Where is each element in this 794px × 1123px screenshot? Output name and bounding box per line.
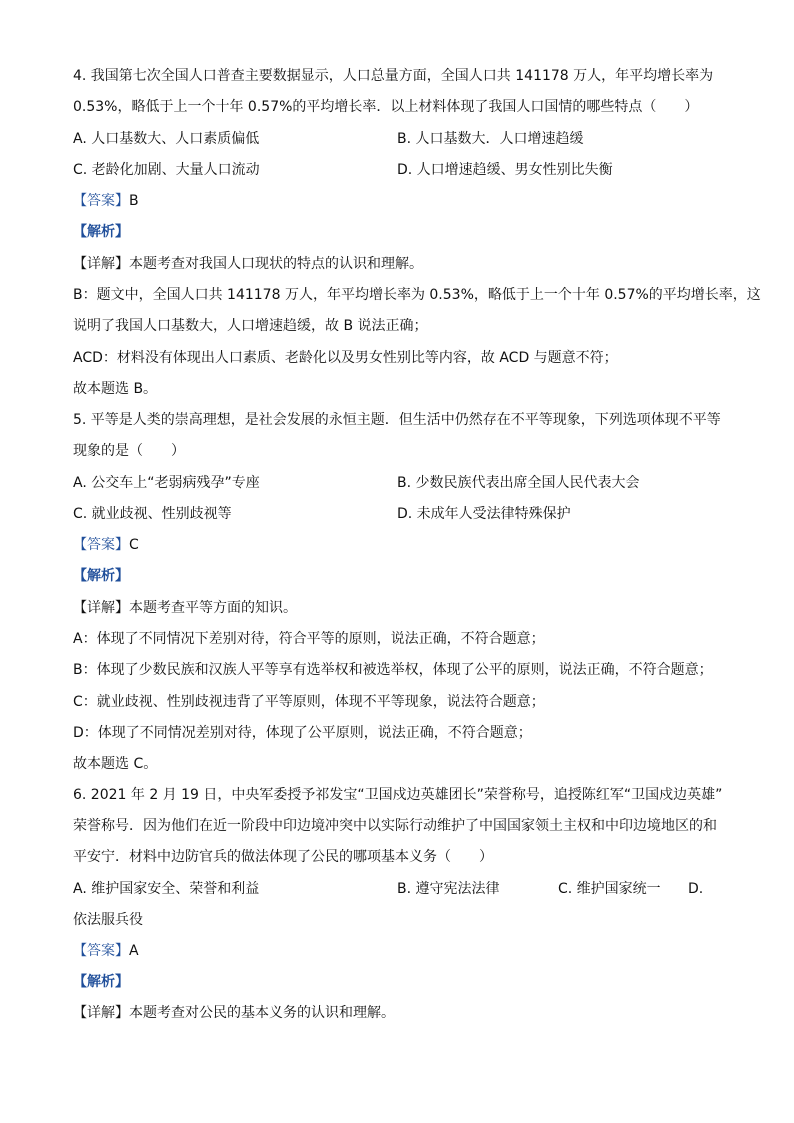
q6-option-d: D. (688, 881, 704, 897)
q5-stem-line2: 现象的是（ ） (73, 443, 185, 459)
q4-answer: B (129, 193, 139, 209)
q6-option-d-continued: 依法服兵役 (73, 912, 143, 928)
q6-stem-line3: 平安宁．材料中边防官兵的做法体现了公民的哪项基本义务（ ） (73, 849, 493, 865)
q5-option-a: A. 公交车上“老弱病残孕”专座 (73, 475, 260, 491)
q5-explanation-c: C：就业歧视、性别歧视违背了平等原则，体现不平等现象，说法符合题意； (73, 694, 545, 710)
q5-explanation-d: D：体现了不同情况差别对待，体现了公平原则，说法正确，不符合题意； (73, 725, 532, 741)
q6-option-b: B. 遵守宪法法律 (397, 881, 500, 897)
q5-option-c: C. 就业歧视、性别歧视等 (73, 506, 232, 522)
q5-option-d: D. 未成年人受法律特殊保护 (397, 506, 571, 522)
q5-explanation-b: B：体现了少数民族和汉族人平等享有选举权和被选举权，体现了公平的原则，说法正确，不符合题意； (73, 662, 713, 678)
q5-stem-line1: 5. 平等是人类的崇高理想，是社会发展的永恒主题．但生活中仍然存在不平等现象，下列选项体现不平等 (73, 412, 721, 428)
q5-answer: C (129, 537, 139, 553)
analysis-label: 【解析】 (73, 224, 129, 240)
q4-stem-line2: 0.53%，略低于上一个十年 0.57%的平均增长率．以上材料体现了我国人口国情的哪些特点（ ） (73, 99, 699, 115)
q4-option-d: D. 人口增速趋缓、男女性别比失衡 (397, 162, 613, 178)
q4-analysis-row (73, 223, 723, 241)
detail-label: 【详解】 (73, 1005, 129, 1021)
answer-label: 【答案】 (73, 943, 129, 959)
analysis-label: 【解析】 (73, 568, 129, 584)
q4-option-a: A. 人口基数大、人口素质偏低 (73, 131, 260, 147)
q5-option-b: B. 少数民族代表出席全国人民代表大会 (397, 475, 640, 491)
q5-conclusion: 故本题选 C。 (73, 756, 158, 772)
q6-detail: 本题考查对公民的基本义务的认识和理解。 (129, 1005, 395, 1021)
answer-label: 【答案】 (73, 537, 129, 553)
q5-detail-row (73, 599, 723, 617)
detail-label: 【详解】 (73, 600, 129, 616)
q4-conclusion: 故本题选 B。 (73, 381, 158, 397)
q6-option-c: C. 维护国家统一 (558, 881, 661, 897)
q6-analysis-row (73, 973, 723, 991)
q6-answer-row (73, 942, 723, 960)
q5-detail: 本题考查平等方面的知识。 (129, 600, 297, 616)
q6-detail-row (73, 1004, 723, 1022)
detail-label: 【详解】 (73, 256, 129, 272)
q4-explanation-line1: B：题文中，全国人口共 141178 万人，年平均增长率为 0.53%，略低于上一个十年 0.57%的平均增长率，这 (73, 287, 761, 303)
q4-explanation-line2: 说明了我国人口基数大，人口增速趋缓，故 B 说法正确； (73, 318, 428, 334)
answer-label: 【答案】 (73, 193, 129, 209)
analysis-label: 【解析】 (73, 974, 129, 990)
q4-explanation-line3: ACD：材料没有体现出人口素质、老龄化以及男女性别比等内容，故 ACD 与题意不符； (73, 350, 618, 366)
q6-stem-line2: 荣誉称号．因为他们在近一阶段中印边境冲突中以实际行动维护了中国国家领土主权和中印边境地区的和 (73, 818, 717, 834)
q4-answer-row (73, 192, 723, 210)
q5-answer-row (73, 536, 723, 554)
q4-detail-row (73, 255, 723, 273)
q5-analysis-row (73, 567, 723, 585)
q4-option-b: B. 人口基数大．人口增速趋缓 (397, 131, 584, 147)
q6-stem-line1: 6. 2021 年 2 月 19 日，中央军委授予祁发宝“卫国戍边英雄团长”荣誉称号，追授陈红军“卫国戍边英雄” (73, 787, 723, 803)
q6-answer: A (129, 943, 139, 959)
q4-option-c: C. 老龄化加剧、大量人口流动 (73, 162, 260, 178)
q5-explanation-a: A：体现了不同情况下差别对待，符合平等的原则，说法正确，不符合题意； (73, 631, 545, 647)
q6-option-a: A. 维护国家安全、荣誉和利益 (73, 881, 260, 897)
q4-stem-line1: 4. 我国第七次全国人口普查主要数据显示，人口总量方面，全国人口共 141178 万人，年平均增长率为 (73, 68, 714, 84)
q4-detail: 本题考查对我国人口现状的特点的认识和理解。 (129, 256, 423, 272)
